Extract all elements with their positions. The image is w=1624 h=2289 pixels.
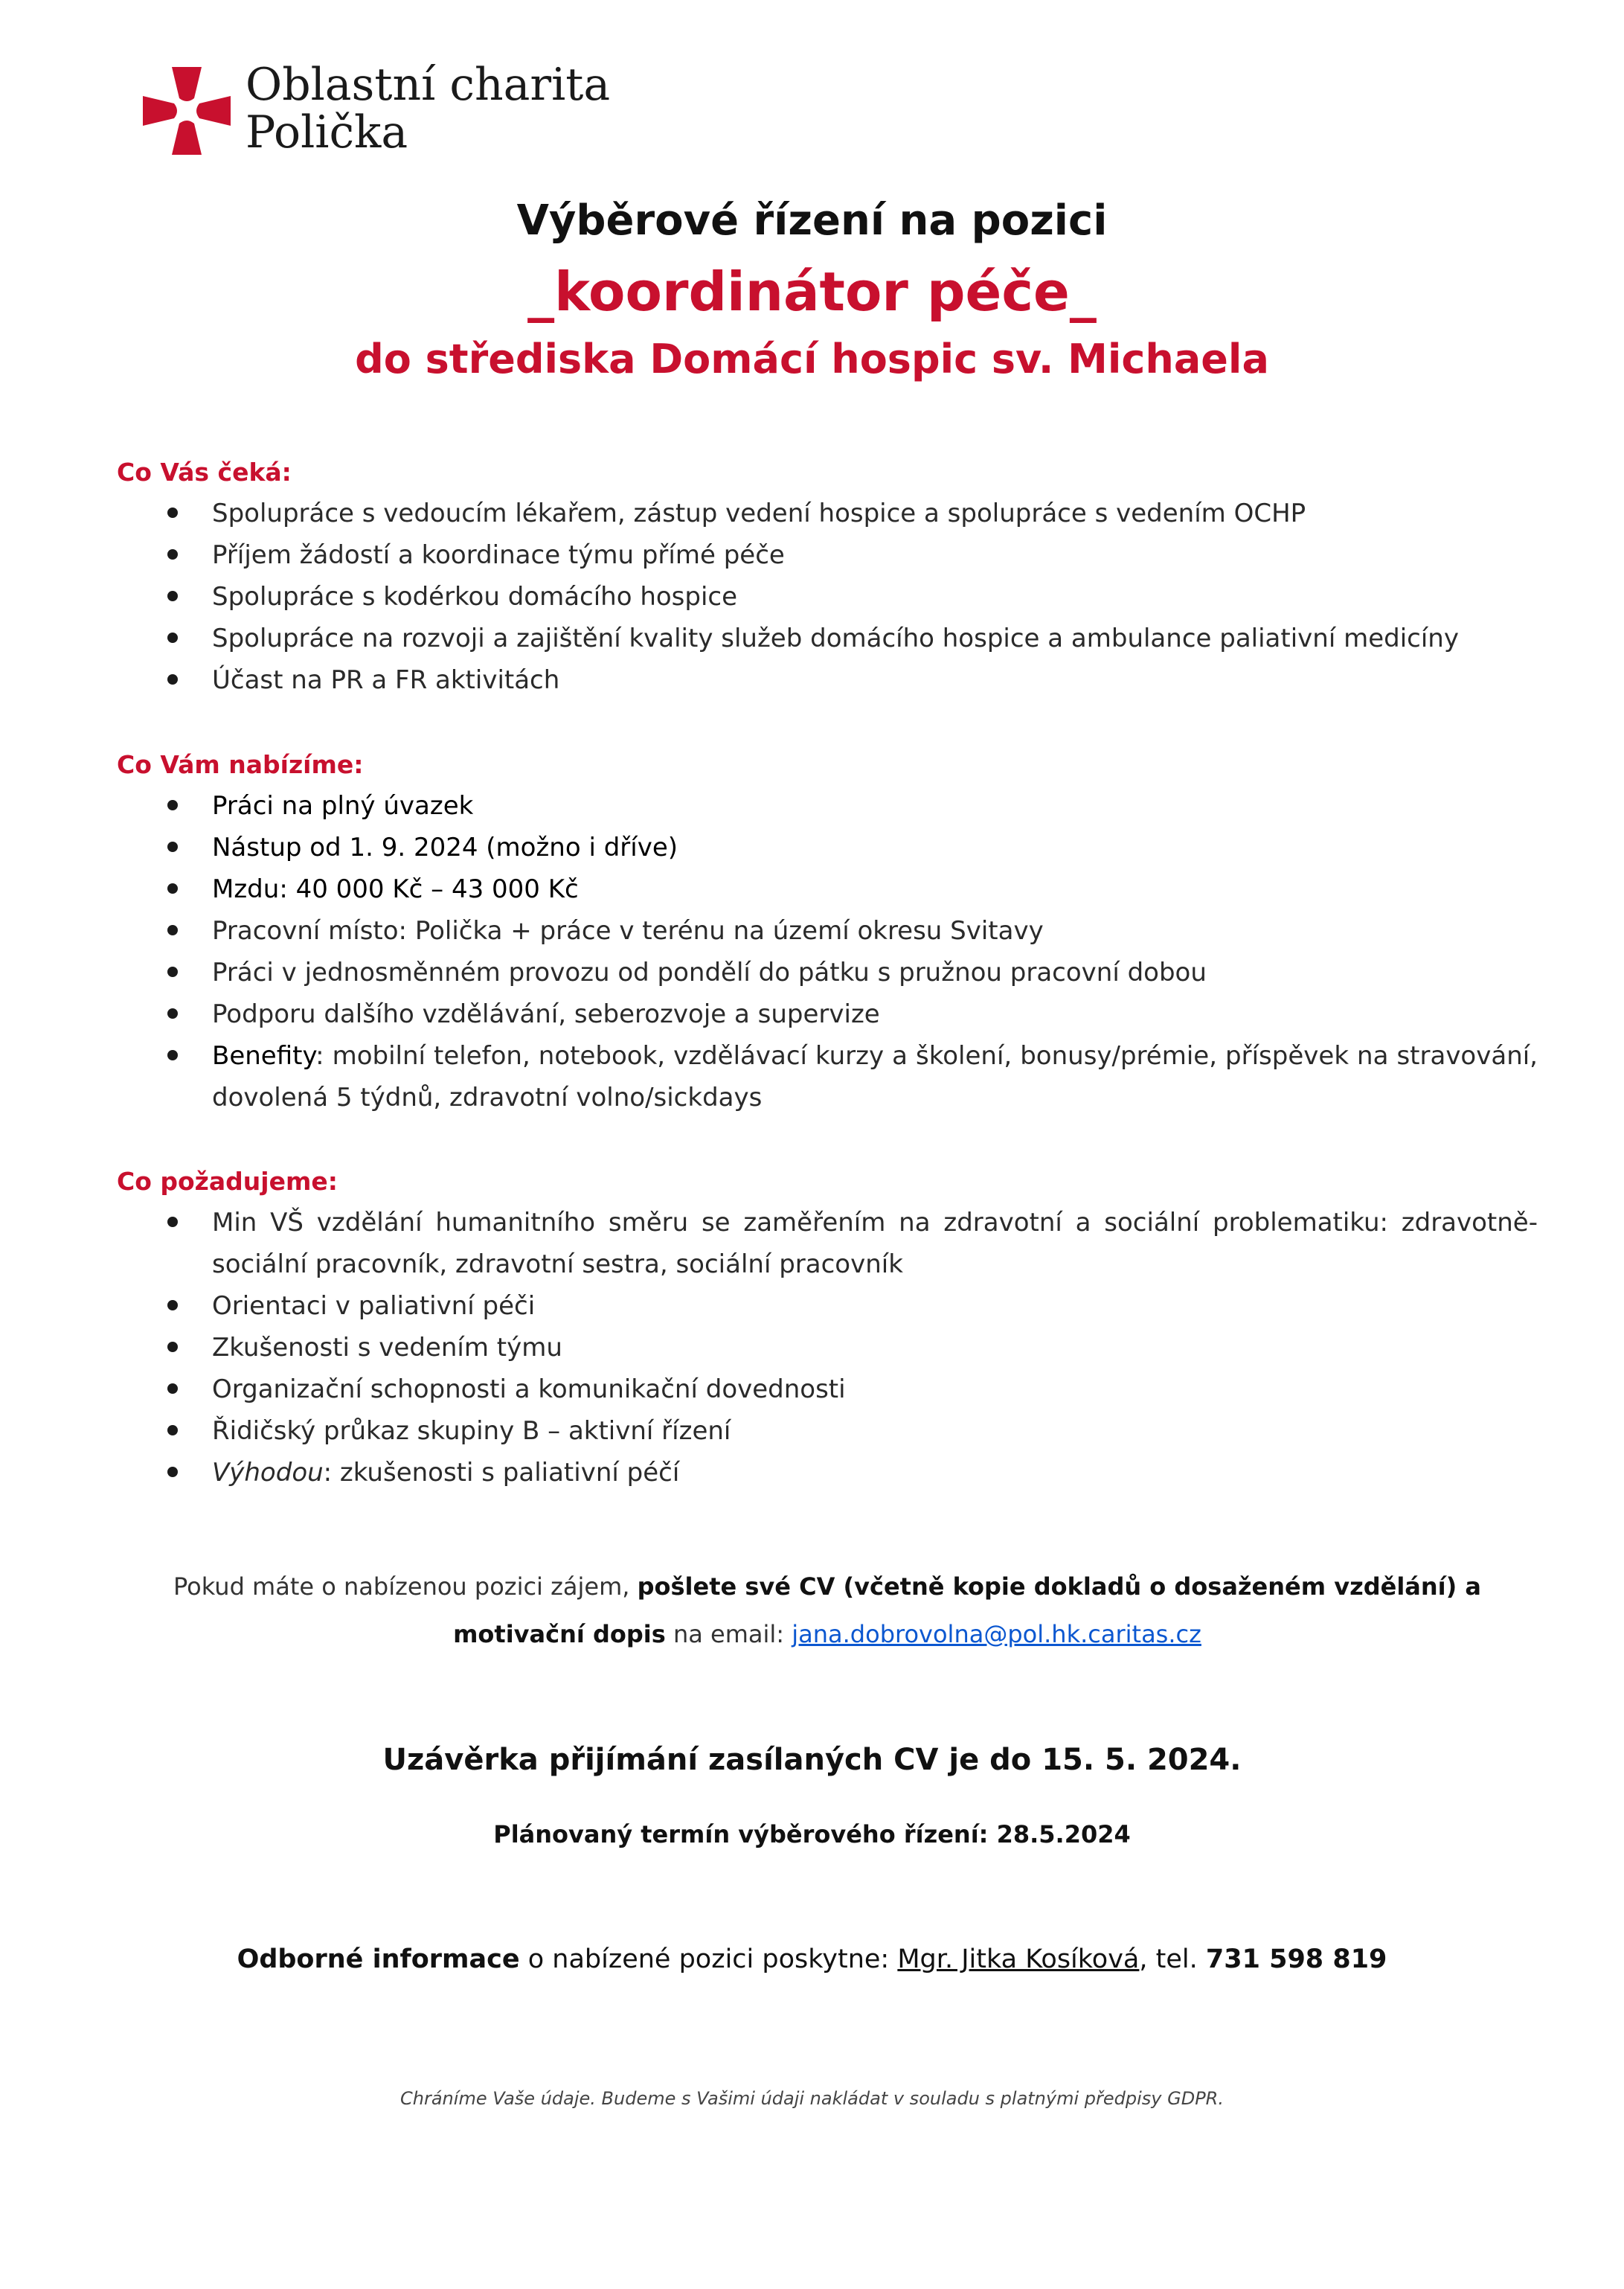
list-item: Zkušenosti s vedením týmu [117,1327,1538,1368]
list-item: Účast na PR a FR aktivitách [117,659,1538,701]
bullet-icon [167,800,178,810]
list-item: Řidičský průkaz skupiny B – aktivní řízení [117,1410,1538,1452]
logo-line-1: Oblastní charita [245,59,611,111]
section-heading: Co Vás čeká: [117,458,292,487]
bullet-icon [167,967,178,977]
list-item: Orientaci v paliativní péči [117,1285,1538,1327]
list-item: Spolupráce s kodérkou domácího hospice [117,576,1538,618]
advantage-label: Výhodou [212,1458,324,1488]
list-item: Mzdu: 40 000 Kč – 43 000 Kč [117,868,1538,910]
caritas-cross-icon [141,65,232,156]
bullet-icon [167,1050,178,1060]
bullet-icon [167,508,178,518]
bullet-icon [167,883,178,894]
planned-date: Plánovaný termín výběrového řízení: 28.5.2024 [493,1820,1131,1848]
bullet-icon [167,1300,178,1310]
gdpr-notice: Chráníme Vaše údaje. Budeme s Vašimi údaji nakládat v souladu s platnými předpisy GDPR. [400,2088,1224,2109]
bullet-icon [167,591,178,601]
section-requirements [117,1165,1538,1494]
section-heading: Co Vám nabízíme: [117,750,364,779]
contact-name: Mgr. Jitka Kosíková [897,1944,1140,1974]
bullet-icon [167,1342,178,1352]
apply-bold-text: pošlete své CV (včetně kopie dokladů o dosaženém vzdělání) a motivační dopis [453,1572,1481,1648]
section-heading: Co požadujeme: [117,1167,338,1196]
bullet-icon [167,842,178,852]
position-title: _koordinátor péče_ [527,260,1097,323]
bullet-icon [167,1383,178,1394]
bullet-icon [167,1467,178,1477]
list-item-benefits [117,1035,1538,1118]
offer-list [117,785,1538,1118]
list-item: Pracovní místo: Polička + práce v terénu na území okresu Svitavy [117,910,1538,952]
logo-text [245,59,611,159]
advantage-text: : zkušenosti s paliativní péčí [323,1458,680,1488]
list-item: Práci v jednosměnném provozu od pondělí do pátku s pružnou pracovní dobou [117,952,1538,993]
benefits-label: Benefity [212,1041,316,1071]
logo-line-2: Polička [245,106,408,159]
awaits-list [117,493,1538,701]
title-block [0,195,1624,385]
bullet-icon [167,1008,178,1019]
bullet-icon [167,674,178,685]
list-item: Spolupráce s vedoucím lékařem, zástup vedení hospice a spolupráce s vedením OCHP [117,493,1538,534]
bullet-icon [167,1425,178,1435]
list-item: Práci na plný úvazek [117,785,1538,827]
list-item: Nástup od 1. 9. 2024 (možno i dříve) [117,827,1538,868]
contact-phone: 731 598 819 [1205,1944,1387,1974]
section-offer [117,748,1538,1118]
list-item: Spolupráce na rozvoji a zajištění kvality služeb domácího hospice a ambulance paliativní medicíny [117,618,1538,659]
title-line-3: do střediska Domácí hospic sv. Michaela [355,336,1269,382]
bullet-icon [167,549,178,560]
apply-instructions: Pokud máte o nabízenou pozici zájem, pošlete své CV (včetně kopie dokladů o dosaženém vzdělání) a motivační dopis na email: jana.dobrovolna@pol.hk.caritas.cz [173,1572,1481,1648]
list-item: Příjem žádostí a koordinace týmu přímé péče [117,534,1538,576]
deadline: Uzávěrka přijímání zasílaných CV je do 15. 5. 2024. [382,1743,1242,1777]
list-item: Min VŠ vzdělání humanitního směru se zaměřením na zdravotní a sociální problematiku: zdravotně-sociální pracovník, zdravotní sestra, sociální pracovník [117,1202,1538,1285]
contact-label: Odborné informace [237,1944,520,1974]
benefits-text: : mobilní telefon, notebook, vzdělávací kurzy a školení, bonusy/prémie, příspěvek na stravování, dovolená 5 týdnů, zdravotní volno/sickdays [212,1041,1538,1113]
email-link[interactable]: jana.dobrovolna@pol.hk.caritas.cz [792,1620,1201,1648]
bullet-icon [167,1217,178,1227]
bullet-icon [167,633,178,643]
title-line-1: Výběrové řízení na pozici [516,196,1108,245]
list-item-advantage [117,1452,1538,1494]
list-item: Podporu dalšího vzdělávání, seberozvoje a supervize [117,993,1538,1035]
requirements-list [117,1202,1538,1494]
bullet-icon [167,925,178,935]
section-what-awaits [117,455,1538,701]
contact-info: Odborné informace o nabízené pozici poskytne: Mgr. Jitka Kosíková, tel. 731 598 819 [237,1944,1387,1974]
list-item: Organizační schopnosti a komunikační dovednosti [117,1368,1538,1410]
